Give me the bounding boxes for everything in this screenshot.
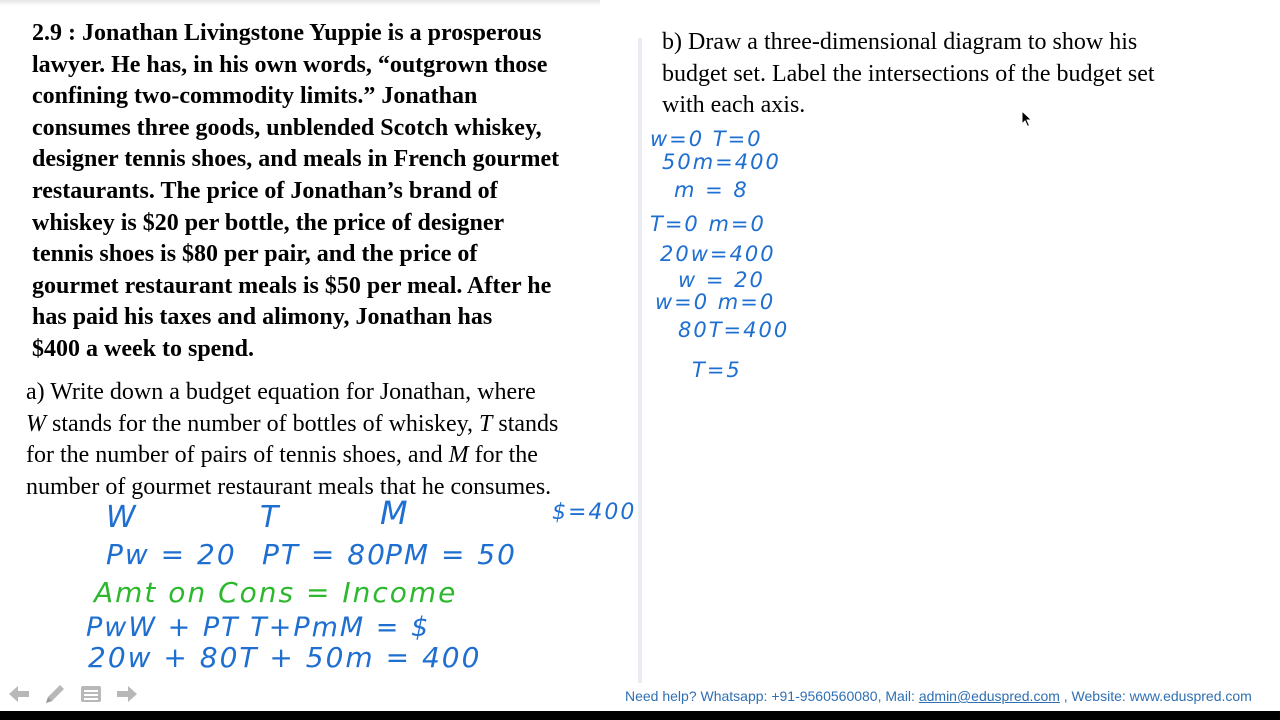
top-shadow xyxy=(0,0,600,6)
problem-line: designer tennis shoes, and meals in French gourmet xyxy=(32,146,560,173)
part-a-line: number of gourmet restaurant meals that he consumes. xyxy=(26,473,552,500)
problem-line: lawyer. He has, in his own words, “outgrown those xyxy=(32,51,548,78)
problem-line: tennis shoes is $80 per pair, and the price of xyxy=(32,241,478,268)
mail-link[interactable]: admin@eduspred.com xyxy=(918,688,1060,704)
handwritten-price-w: Pw = 20 xyxy=(106,538,237,571)
part-a-text: stands for the number of bottles of whiskey, xyxy=(46,410,480,437)
variable-t: T xyxy=(479,410,493,437)
part-a-text: for the number of pairs of tennis shoes, and xyxy=(26,442,449,469)
problem-line: $400 a week to spend. xyxy=(32,335,255,362)
handwritten-step: m = 8 xyxy=(674,178,749,202)
handwritten-step: T=0 m=0 xyxy=(650,212,766,236)
part-a-line xyxy=(26,440,636,472)
handwritten-step: 80T=400 xyxy=(678,318,790,342)
part-b-line: budget set. Label the intersections of the budget set xyxy=(662,60,1155,87)
footer-prefix: Need help? Whatsapp: +91-9560560080, Mail: xyxy=(625,688,919,704)
handwritten-general-equation: PwW + PT T+PmM = $ xyxy=(86,612,431,643)
handwritten-w: W xyxy=(106,500,138,535)
handwritten-rule: Amt on Cons = Income xyxy=(94,576,458,609)
part-a-line: a) Write down a budget equation for Jonathan, where xyxy=(26,379,536,405)
part-a-text: stands xyxy=(492,410,559,437)
variable-m: M xyxy=(448,442,469,469)
part-a-question xyxy=(26,377,636,503)
bottom-black-bar xyxy=(0,711,1280,720)
arrow-right-icon[interactable] xyxy=(114,681,140,707)
handwritten-price-m: PM = 50 xyxy=(385,538,517,571)
problem-line: confining two-commodity limits.” Jonathan xyxy=(32,83,478,110)
arrow-left-icon[interactable] xyxy=(6,681,32,707)
handwritten-price-t: PT = 80 xyxy=(262,538,387,571)
handwritten-step: 50m=400 xyxy=(662,150,781,174)
problem-line: restaurants. The price of Jonathan’s brand of xyxy=(32,177,498,204)
problem-statement xyxy=(32,18,632,366)
pen-icon[interactable] xyxy=(42,681,68,707)
problem-line: has paid his taxes and alimony, Jonathan has xyxy=(32,304,493,331)
part-a-line xyxy=(26,409,636,441)
problem-line: consumes three goods, unblended Scotch whiskey, xyxy=(32,114,542,141)
handwritten-step: 20w=400 xyxy=(660,242,776,266)
handwritten-m: M xyxy=(380,494,410,532)
part-b-line: with each axis. xyxy=(662,92,806,119)
handwritten-step: w = 20 xyxy=(678,268,765,292)
variable-w: W xyxy=(26,410,46,437)
menu-icon[interactable] xyxy=(78,681,104,707)
part-b-question xyxy=(662,27,1262,122)
problem-line: gourmet restaurant meals is $50 per meal. After he xyxy=(32,272,552,299)
handwritten-income: $=400 xyxy=(552,500,637,525)
handwritten-step: T=5 xyxy=(692,358,742,382)
handwritten-step: w=0 T=0 xyxy=(650,127,763,151)
problem-line: 2.9 : Jonathan Livingstone Yuppie is a prosperous xyxy=(32,20,542,46)
column-divider xyxy=(638,38,642,683)
slide-toolbar xyxy=(6,680,140,708)
footer-help xyxy=(625,688,1275,704)
problem-line: whiskey is $20 per bottle, the price of designer xyxy=(32,209,505,236)
handwritten-budget-equation: 20w + 80T + 50m = 400 xyxy=(88,641,482,674)
handwritten-step: w=0 m=0 xyxy=(655,290,776,314)
footer-suffix: , Website: www.eduspred.com xyxy=(1059,688,1252,704)
part-b-line: b) Draw a three-dimensional diagram to show his xyxy=(662,29,1138,55)
mouse-cursor-icon xyxy=(1021,110,1033,128)
part-a-text: for the xyxy=(468,442,538,469)
handwritten-t: T xyxy=(260,500,281,535)
